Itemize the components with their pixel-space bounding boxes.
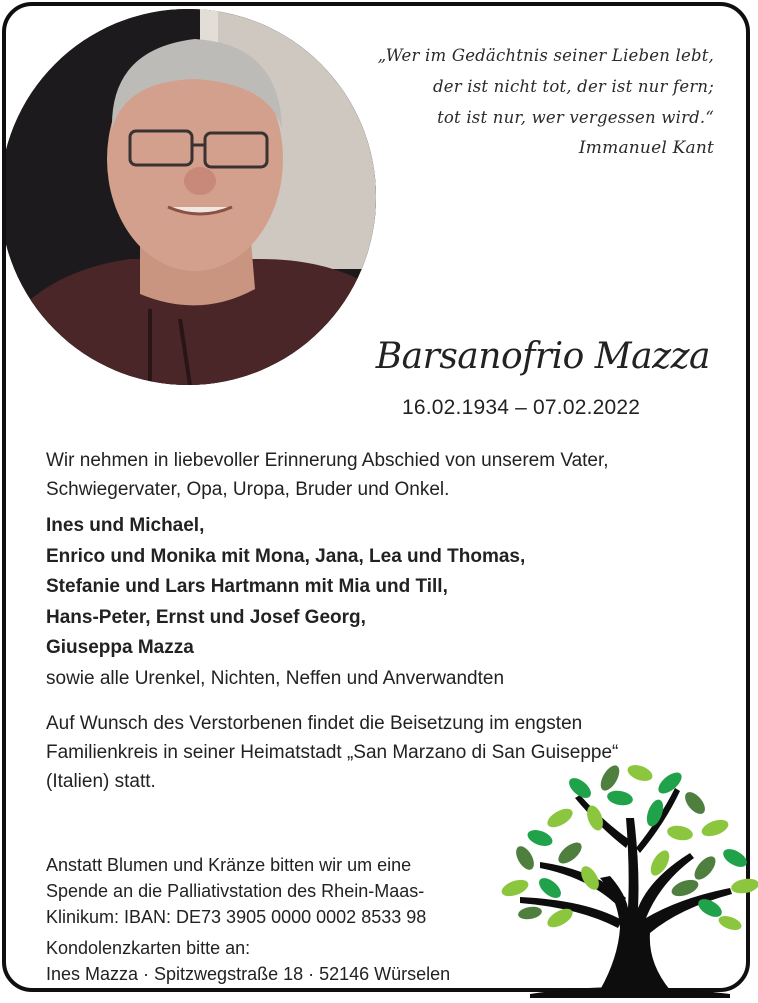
intro-line: Wir nehmen in liebevoller Erinnerung Abschied von unserem Vater, bbox=[46, 450, 609, 471]
portrait-photo bbox=[2, 9, 376, 385]
family-member: Ines und Michael, bbox=[46, 515, 205, 536]
burial-line: Familienkreis in seiner Heimatstadt „San Marzano di San Guiseppe“ bbox=[46, 742, 619, 763]
burial-line: Auf Wunsch des Verstorbenen findet die Beisetzung im engsten bbox=[46, 713, 583, 734]
quote-block bbox=[378, 40, 714, 164]
tree-of-life-icon bbox=[500, 758, 758, 998]
donation-text bbox=[46, 852, 426, 930]
family-member: Enrico und Monika mit Mona, Jana, Lea und Thomas, bbox=[46, 545, 526, 567]
quote-line: der ist nicht tot, der ist nur fern; bbox=[432, 77, 714, 96]
quote-line: „Wer im Gedächtnis seiner Lieben lebt, bbox=[377, 46, 714, 65]
deceased-name: Barsanofrio Mazza bbox=[375, 336, 710, 377]
donation-iban-line: Klinikum: IBAN: DE73 3905 0000 0002 8533 98 bbox=[46, 907, 427, 927]
quote-line: tot ist nur, wer vergessen wird.“ bbox=[437, 108, 714, 127]
quote-author: Immanuel Kant bbox=[578, 138, 714, 158]
intro-line: Schwiegervater, Opa, Uropa, Bruder und Onkel. bbox=[46, 479, 450, 500]
family-member: Hans-Peter, Ernst und Josef Georg, bbox=[46, 606, 366, 628]
family-member: Stefanie und Lars Hartmann mit Mia und Till, bbox=[46, 576, 448, 597]
life-dates: 16.02.1934 – 07.02.2022 bbox=[402, 396, 641, 419]
family-member: Giuseppa Mazza bbox=[46, 637, 194, 658]
family-list bbox=[46, 511, 525, 694]
donation-line: Anstatt Blumen und Kränze bitten wir um eine bbox=[46, 855, 412, 875]
condolence-address: Ines Mazza · Spitzwegstraße 18 · 52146 Würselen bbox=[46, 964, 451, 984]
intro-text bbox=[46, 446, 726, 504]
donation-line: Spende an die Palliativstation des Rhein-Maas- bbox=[46, 881, 425, 901]
condolence-line: Kondolenzkarten bitte an: bbox=[46, 938, 251, 958]
burial-line: (Italien) statt. bbox=[46, 771, 156, 792]
family-rest: sowie alle Urenkel, Nichten, Neffen und Anverwandten bbox=[46, 667, 505, 689]
condolence-text bbox=[46, 935, 450, 987]
